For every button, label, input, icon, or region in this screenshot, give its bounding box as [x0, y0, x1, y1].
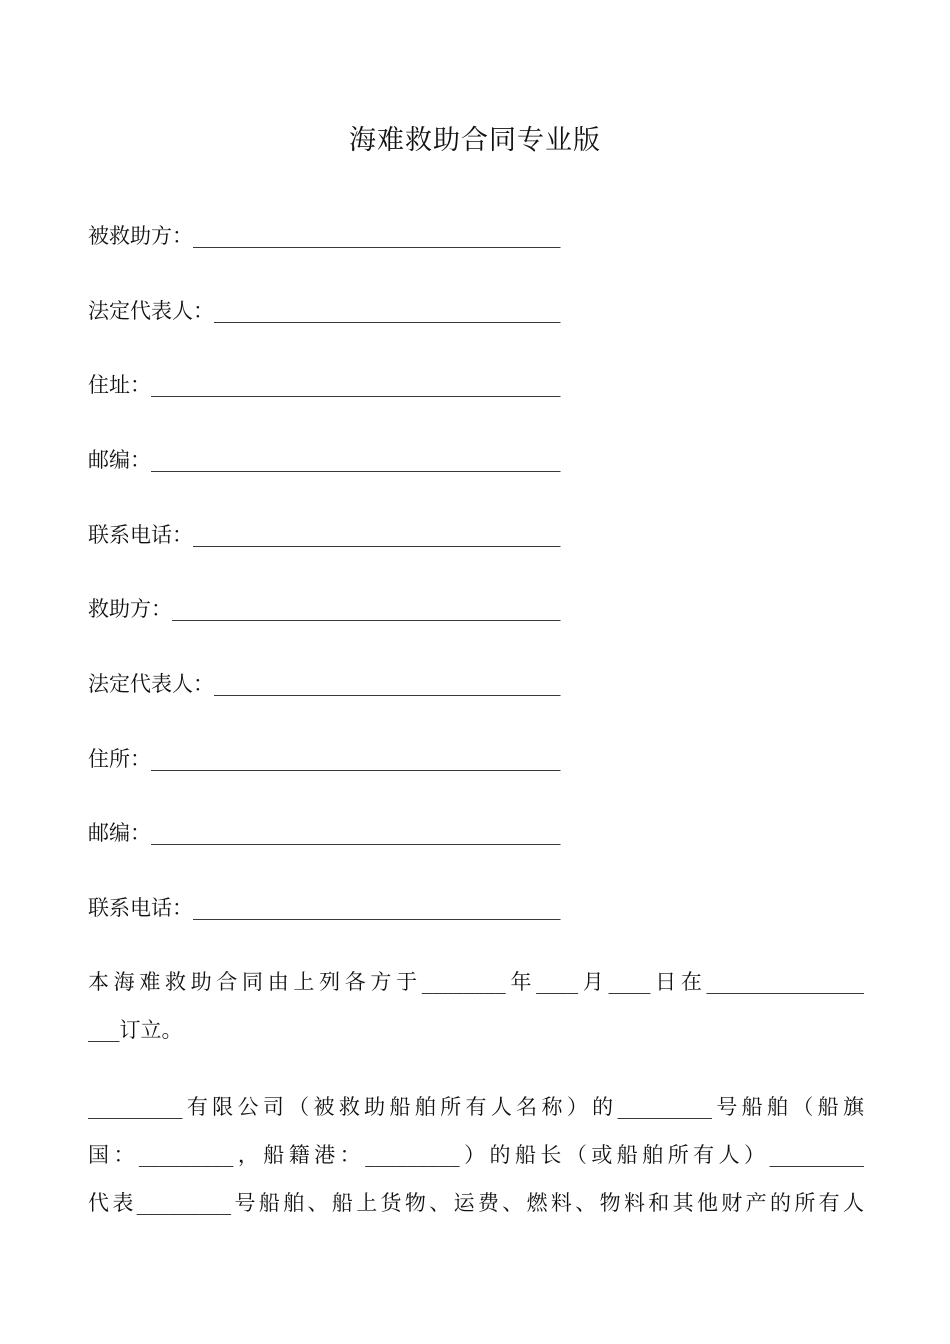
field-blank[interactable]: _______________________________________	[151, 373, 561, 397]
field-rescued-address	[88, 371, 561, 399]
field-blank[interactable]: _______________________________________	[151, 747, 561, 771]
field-salvor-phone	[88, 894, 561, 922]
paragraph-line: _________有限公司（被救助船舶所有人名称）的_________号船舶（船旗	[88, 1095, 864, 1119]
field-label: 住所：	[88, 747, 151, 771]
field-label: 联系电话：	[88, 896, 193, 920]
field-rescued-phone	[88, 521, 561, 549]
paragraph-line: 代表_________号船舶、船上货物、运费、燃料、物料和其他财产的所有人	[88, 1191, 864, 1215]
paragraph-line: 本海难救助合同由上列各方于________年____月____日在_______________	[88, 970, 864, 994]
field-blank[interactable]: _________________________________	[214, 299, 561, 323]
field-label: 邮编：	[88, 821, 151, 845]
field-salvor	[88, 595, 561, 623]
field-label: 法定代表人：	[88, 299, 214, 323]
field-blank[interactable]: _____________________________________	[172, 597, 561, 621]
field-label: 救助方：	[88, 597, 172, 621]
field-salvor-legal-rep	[88, 670, 561, 698]
field-rescued-legal-rep	[88, 297, 561, 325]
field-salvor-postcode	[88, 819, 561, 847]
paragraph-agreement-date	[88, 958, 864, 1054]
field-label: 邮编：	[88, 448, 151, 472]
field-blank[interactable]: ___________________________________	[193, 224, 561, 248]
field-salvor-address	[88, 745, 561, 773]
field-label: 联系电话：	[88, 523, 193, 547]
paragraph-line: 国：_________，船籍港：_________）的船长（或船舶所有人）_________	[88, 1143, 864, 1167]
field-rescued-postcode	[88, 446, 561, 474]
field-label: 住址：	[88, 373, 151, 397]
paragraph-vessel-owner	[88, 1083, 864, 1227]
field-blank[interactable]: _______________________________________	[151, 448, 561, 472]
field-blank[interactable]: ___________________________________	[193, 523, 561, 547]
paragraph-line: ___订立。	[88, 1018, 183, 1042]
field-label: 法定代表人：	[88, 672, 214, 696]
field-blank[interactable]: _______________________________________	[151, 821, 561, 845]
field-label: 被救助方：	[88, 224, 193, 248]
field-blank[interactable]: _________________________________	[214, 672, 561, 696]
field-blank[interactable]: ___________________________________	[193, 896, 561, 920]
field-rescued-party	[88, 222, 561, 250]
document-title: 海难救助合同专业版	[349, 125, 601, 156]
